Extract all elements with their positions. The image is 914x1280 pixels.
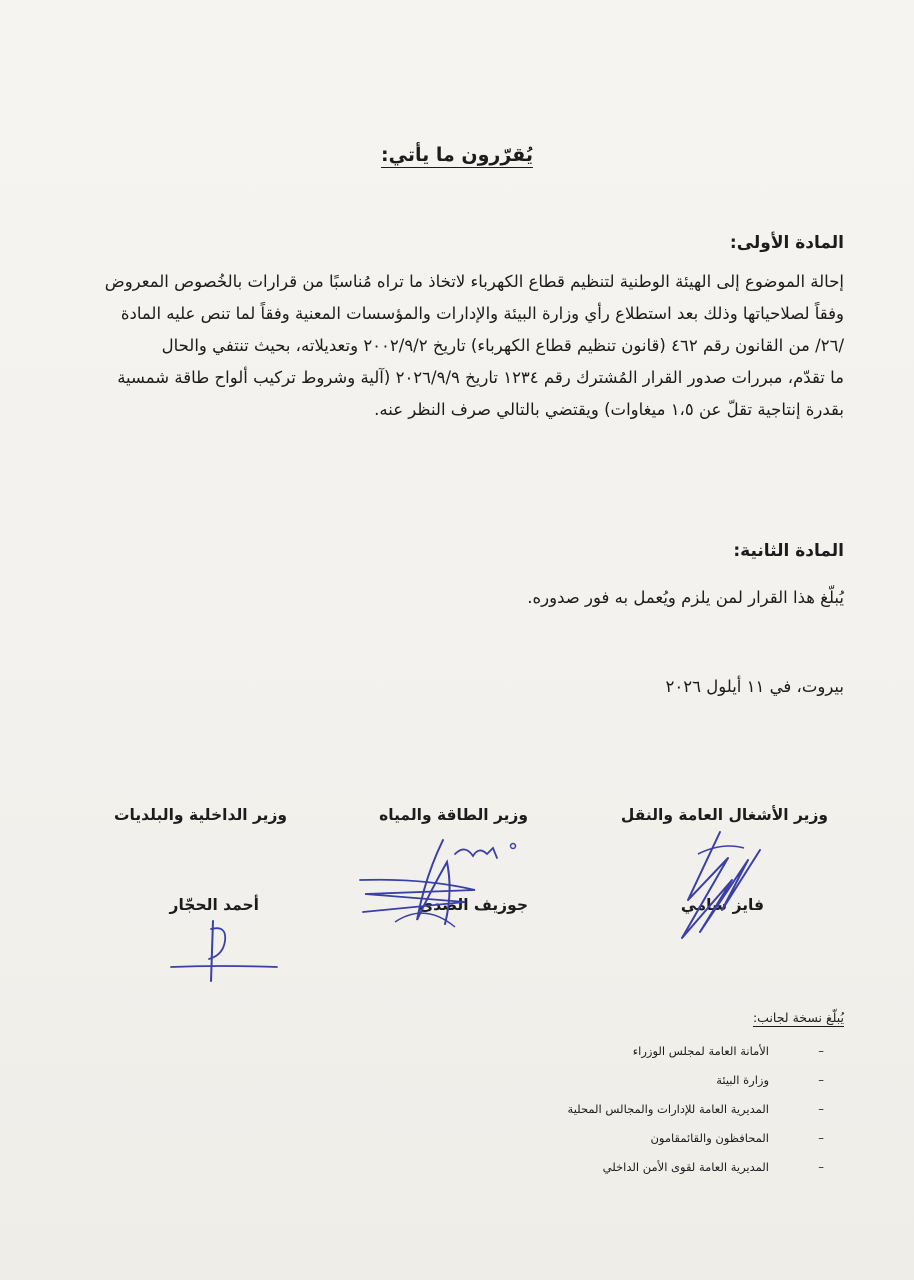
article-1-body: [46, 266, 844, 426]
distribution-title: يُبلّغ نسخة لجانب:: [752, 1010, 844, 1025]
article-2-title: المادة الثانية:: [733, 541, 844, 561]
signatory-2-title: وزير الطاقة والمياه: [379, 806, 528, 824]
article-1-line: بقدرة إنتاجية تقلّ عن ١،٥ ميغاوات) ويقتضي بالتالي صرف النظر عنه.: [374, 400, 844, 419]
signatory-1-title: وزير الأشغال العامة والنقل: [620, 806, 828, 824]
article-1-line: وفقاً لصلاحياتها وذلك بعد استطلاع رأي وزارة البيئة والإدارات والمؤسسات المعنية وفقاً لما تنص عليه المادة: [120, 304, 844, 323]
article-1-title: المادة الأولى:: [729, 233, 844, 253]
list-item: – المديرية العامة لقوى الأمن الداخلي: [602, 1160, 824, 1174]
decision-heading: يُقرّرون ما يأتي:: [381, 144, 533, 166]
article-1-line: إحالة الموضوع إلى الهيئة الوطنية لتنظيم قطاع الكهرباء لاتخاذ ما تراه مُناسبًا من قرارات بالخُصوص المعروض: [104, 272, 844, 291]
signatory-3-title: وزير الداخلية والبلديات: [113, 806, 287, 824]
signatory-2-name: جوزيف الصدي: [418, 896, 528, 914]
article-1-line: ما تقدّم، مبررات صدور القرار المُشترك رقم ١٢٣٤ تاريخ ٢٠٢٦/٩/٩ (آلية وشروط تركيب ألواح طاقة شمسية: [117, 368, 844, 387]
list-item: – المحافظون والقائمقامون: [650, 1131, 824, 1145]
article-1-line: /٢٦/ من القانون رقم ٤٦٢ (قانون تنظيم قطاع الكهرباء) تاريخ ٢٠٠٢/٩/٢ وتعديلاته، بحيث تنتفي والحال: [161, 336, 844, 355]
article-2-body: يُبلّغ هذا القرار لمن يلزم ويُعمل به فور صدوره.: [527, 588, 844, 607]
signature-2-graphic: [355, 832, 530, 932]
list-item: – الأمانة العامة لمجلس الوزراء: [632, 1044, 824, 1058]
list-item: – المديرية العامة للإدارات والمجالس المحلية: [567, 1102, 824, 1116]
signature-1-graphic: [660, 820, 770, 945]
signatory-1-name: فايز سامي: [680, 896, 764, 914]
distribution-list: [568, 1042, 824, 1187]
signature-3-graphic: [165, 915, 285, 990]
date-line: بيروت، في ١١ أيلول ٢٠٢٦: [665, 677, 844, 696]
list-item: – وزارة البيئة: [716, 1073, 824, 1087]
signatory-3-name: أحمد الحجّار: [169, 896, 259, 914]
